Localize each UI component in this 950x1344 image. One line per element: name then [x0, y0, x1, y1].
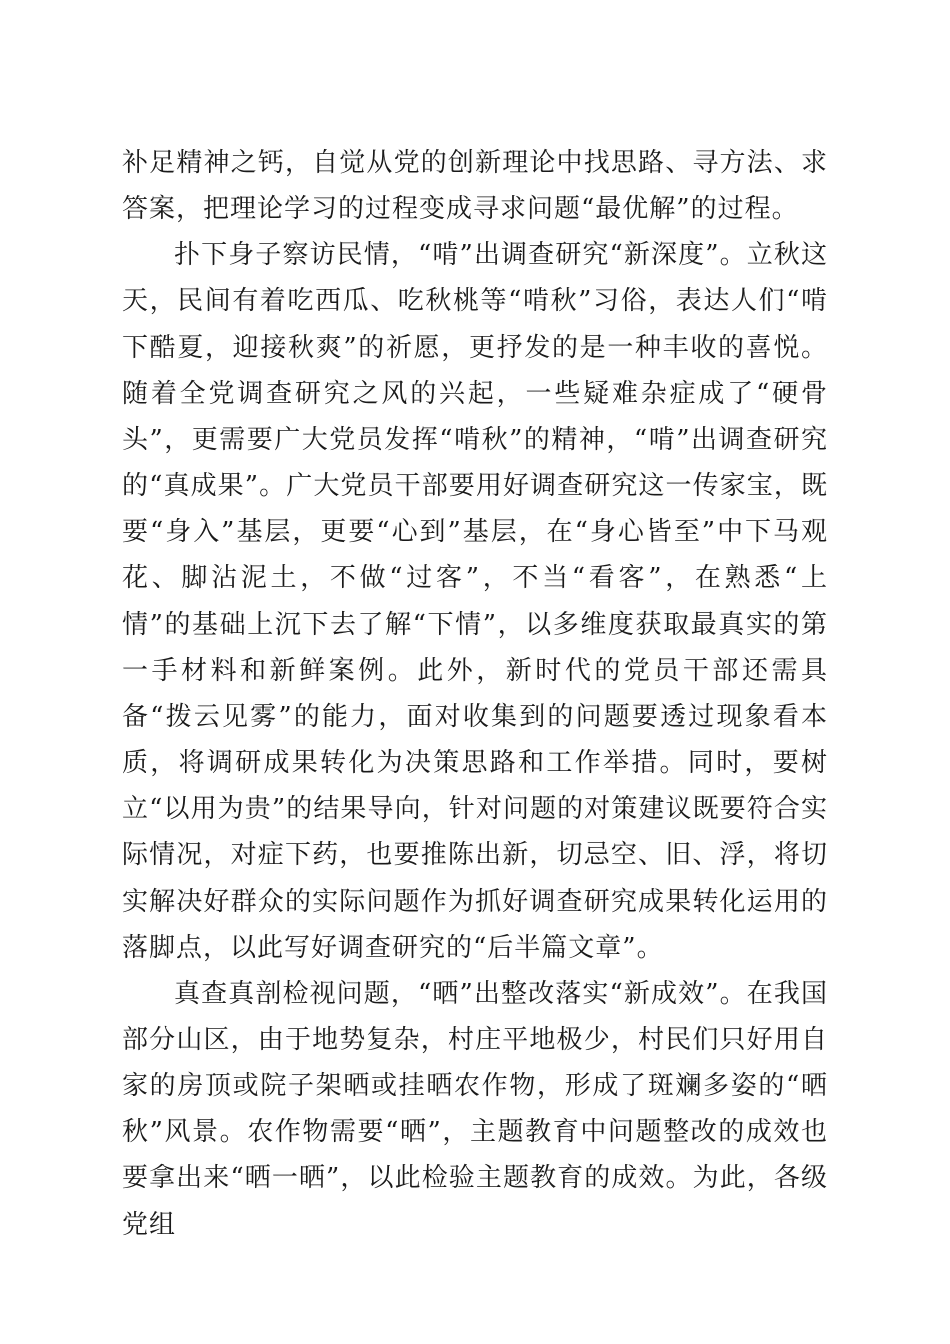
body-text [122, 140, 828, 1248]
paragraph-2: 扑下身子察访民情，“啃”出调查研究“新深度”。立秋这天，民间有着吃西瓜、吃秋桃等“啃秋”习俗，表达人们“啃下酷夏，迎接秋爽”的祈愿，更抒发的是一种丰收的喜悦。随着全党调查研究之风的兴起，一些疑难杂症成了“硬骨头”，更需要广大党员发挥“啃秋”的精神，“啃”出调查研究的“真成果”。广大党员干部要用好调查研究这一传家宝，既要“身入”基层，更要“心到”基层，在“身心皆至”中下马观花、脚沾泥土，不做“过客”，不当“看客”，在熟悉“上情”的基础上沉下去了解“下情”，以多维度获取最真实的第一手材料和新鲜案例。此外，新时代的党员干部还需具备“拨云见雾”的能力，面对收集到的问题要透过现象看本质，将调研成果转化为决策思路和工作举措。同时，要树立“以用为贵”的结果导向，针对问题的对策建议既要符合实际情况，对症下药，也要推陈出新，切忌空、旧、浮，将切实解决好群众的实际问题作为抓好调查研究成果转化运用的落脚点，以此写好调查研究的“后半篇文章”。 [122, 240, 828, 963]
paragraph-1: 补足精神之钙，自觉从党的创新理论中找思路、寻方法、求答案，把理论学习的过程变成寻求问题“最优解”的过程。 [122, 148, 828, 225]
paragraph-3: 真查真剖检视问题，“晒”出整改落实“新成效”。在我国部分山区，由于地势复杂，村庄平地极少，村民们只好用自家的房顶或院子架晒或挂晒农作物，形成了斑斓多姿的“晒秋”风景。农作物需要“晒”，主题教育中问题整改的成效也要拿出来“晒一晒”，以此检验主题教育的成效。为此，各级党组 [122, 978, 828, 1240]
